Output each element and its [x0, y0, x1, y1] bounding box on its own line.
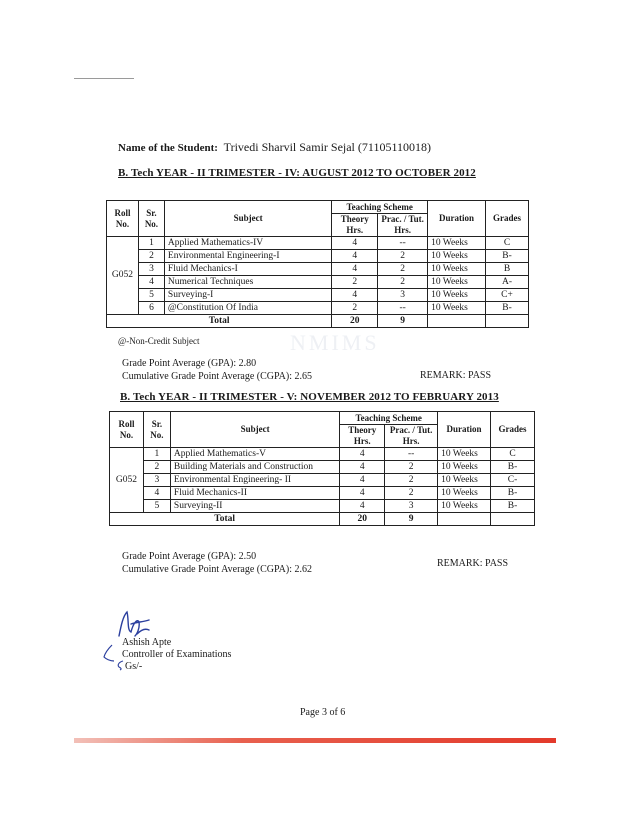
theory-cell: 4 [340, 448, 385, 461]
sr-cell: 2 [138, 250, 164, 263]
non-credit-note: @-Non-Credit Subject [118, 336, 200, 346]
total-label: Total [110, 513, 340, 526]
grade-cell: C [491, 448, 535, 461]
theory-cell: 2 [332, 276, 378, 289]
sr-cell: 3 [138, 263, 164, 276]
header-roll-no: Roll No. [107, 201, 139, 237]
theory-cell: 4 [340, 461, 385, 474]
table-row [107, 289, 529, 302]
theory-cell: 4 [332, 289, 378, 302]
grade-cell: B- [491, 487, 535, 500]
subject-cell: Surveying-II [170, 500, 339, 513]
subject-cell: Fluid Mechanics-I [164, 263, 331, 276]
duration-cell: 10 Weeks [428, 263, 486, 276]
table-row [110, 487, 535, 500]
total-prac: 9 [385, 513, 438, 526]
grade-cell: B- [491, 500, 535, 513]
prac-cell: 2 [385, 461, 438, 474]
theory-cell: 4 [340, 487, 385, 500]
sr-cell: 4 [143, 487, 170, 500]
duration-cell: 10 Weeks [428, 302, 486, 315]
header-grades: Grades [491, 412, 535, 448]
prac-cell: 2 [378, 250, 428, 263]
header-theory-hrs: Theory Hrs. [340, 425, 385, 448]
total-label: Total [107, 315, 332, 328]
page-number: Page 3 of 6 [300, 707, 346, 718]
signatory-block [122, 637, 231, 673]
student-label: Name of the Student: [118, 142, 218, 154]
duration-cell: 10 Weeks [438, 487, 491, 500]
duration-cell: 10 Weeks [438, 448, 491, 461]
theory-cell: 4 [332, 250, 378, 263]
cgpa-line: Cumulative Grade Point Average (CGPA): 2.62 [122, 564, 312, 575]
theory-cell: 4 [332, 237, 378, 250]
duration-cell: 10 Weeks [438, 474, 491, 487]
grade-cell: C- [491, 474, 535, 487]
total-grade-empty [486, 315, 529, 328]
grade-cell: B- [486, 302, 529, 315]
cgpa-line: Cumulative Grade Point Average (CGPA): 2.65 [122, 371, 312, 382]
sr-cell: 1 [143, 448, 170, 461]
subject-cell: Building Materials and Construction [170, 461, 339, 474]
header-duration: Duration [428, 201, 486, 237]
header-subject: Subject [170, 412, 339, 448]
prac-cell: -- [385, 448, 438, 461]
header-prac-tut-hrs: Prac. / Tut. Hrs. [378, 214, 428, 237]
grade-cell: C [486, 237, 529, 250]
subject-cell: Environmental Engineering-I [164, 250, 331, 263]
prac-cell: -- [378, 302, 428, 315]
total-theory: 20 [332, 315, 378, 328]
table-header-row [107, 201, 529, 214]
sr-cell: 4 [138, 276, 164, 289]
footer-red-bar [74, 738, 556, 743]
header-teaching-scheme: Teaching Scheme [332, 201, 428, 214]
table-row [110, 474, 535, 487]
grade-cell: B [486, 263, 529, 276]
header-subject: Subject [164, 201, 331, 237]
trimester5-heading: B. Tech YEAR - II TRIMESTER - V: NOVEMBER 2012 TO FEBRUARY 2013 [120, 391, 499, 403]
watermark: NMIMS [290, 330, 380, 355]
scan-mark-line [74, 78, 134, 79]
roll-no-cell: G052 [107, 237, 139, 315]
header-sr-no: Sr. No. [138, 201, 164, 237]
theory-cell: 4 [340, 474, 385, 487]
student-name-line [118, 140, 431, 155]
grade-cell: B- [491, 461, 535, 474]
sr-cell: 2 [143, 461, 170, 474]
duration-cell: 10 Weeks [438, 500, 491, 513]
total-prac: 9 [378, 315, 428, 328]
table-row [110, 448, 535, 461]
prac-cell: 3 [385, 500, 438, 513]
duration-cell: 10 Weeks [428, 276, 486, 289]
header-sr-no: Sr. No. [143, 412, 170, 448]
total-grade-empty [491, 513, 535, 526]
initial-mark [100, 643, 116, 665]
signatory-sd: Gs/- [125, 661, 143, 672]
subject-cell: Environmental Engineering- II [170, 474, 339, 487]
subject-cell: @Constitution Of India [164, 302, 331, 315]
trimester5-remark: REMARK: PASS [437, 558, 509, 569]
trimester5-gpa-block [122, 550, 312, 576]
trimester4-gpa-block [122, 357, 312, 383]
table-row [107, 276, 529, 289]
sr-cell: 1 [138, 237, 164, 250]
sr-cell: 5 [143, 500, 170, 513]
prac-cell: 3 [378, 289, 428, 302]
total-theory: 20 [340, 513, 385, 526]
header-grades: Grades [486, 201, 529, 237]
trimester5-table [109, 411, 535, 526]
header-teaching-scheme: Teaching Scheme [340, 412, 438, 425]
trimester4-heading: B. Tech YEAR - II TRIMESTER - IV: AUGUST 2012 TO OCTOBER 2012 [118, 167, 476, 179]
table-row [107, 250, 529, 263]
total-row [107, 315, 529, 328]
duration-cell: 10 Weeks [428, 289, 486, 302]
header-theory-hrs: Theory Hrs. [332, 214, 378, 237]
student-name: Trivedi Sharvil Samir Sejal (71105110018) [223, 140, 431, 154]
gpa-line: Grade Point Average (GPA): 2.80 [122, 358, 257, 369]
subject-cell: Applied Mathematics-V [170, 448, 339, 461]
header-prac-tut-hrs: Prac. / Tut. Hrs. [385, 425, 438, 448]
sr-cell: 5 [138, 289, 164, 302]
subject-cell: Surveying-I [164, 289, 331, 302]
table-row [107, 302, 529, 315]
prac-cell: 2 [385, 487, 438, 500]
signatory-name: Ashish Apte [122, 637, 172, 648]
trimester4-remark: REMARK: PASS [420, 370, 492, 381]
prac-cell: 2 [378, 276, 428, 289]
table-header-row [110, 412, 535, 425]
grade-cell: C+ [486, 289, 529, 302]
total-duration-empty [428, 315, 486, 328]
subject-cell: Numerical Techniques [164, 276, 331, 289]
roll-no-cell: G052 [110, 448, 144, 513]
table-row [107, 263, 529, 276]
prac-cell: -- [378, 237, 428, 250]
table-row [110, 461, 535, 474]
subject-cell: Fluid Mechanics-II [170, 487, 339, 500]
signatory-title: Controller of Examinations [122, 649, 232, 660]
trimester4-table [106, 200, 529, 328]
subject-cell: Applied Mathematics-IV [164, 237, 331, 250]
duration-cell: 10 Weeks [428, 250, 486, 263]
sr-cell: 6 [138, 302, 164, 315]
duration-cell: 10 Weeks [428, 237, 486, 250]
prac-cell: 2 [378, 263, 428, 276]
grade-cell: A- [486, 276, 529, 289]
header-roll-no: Roll No. [110, 412, 144, 448]
theory-cell: 4 [332, 263, 378, 276]
prac-cell: 2 [385, 474, 438, 487]
duration-cell: 10 Weeks [438, 461, 491, 474]
table-row [107, 237, 529, 250]
table-row [110, 500, 535, 513]
sr-cell: 3 [143, 474, 170, 487]
total-duration-empty [438, 513, 491, 526]
grade-cell: B- [486, 250, 529, 263]
theory-cell: 2 [332, 302, 378, 315]
header-duration: Duration [438, 412, 491, 448]
total-row [110, 513, 535, 526]
gpa-line: Grade Point Average (GPA): 2.50 [122, 551, 257, 562]
theory-cell: 4 [340, 500, 385, 513]
